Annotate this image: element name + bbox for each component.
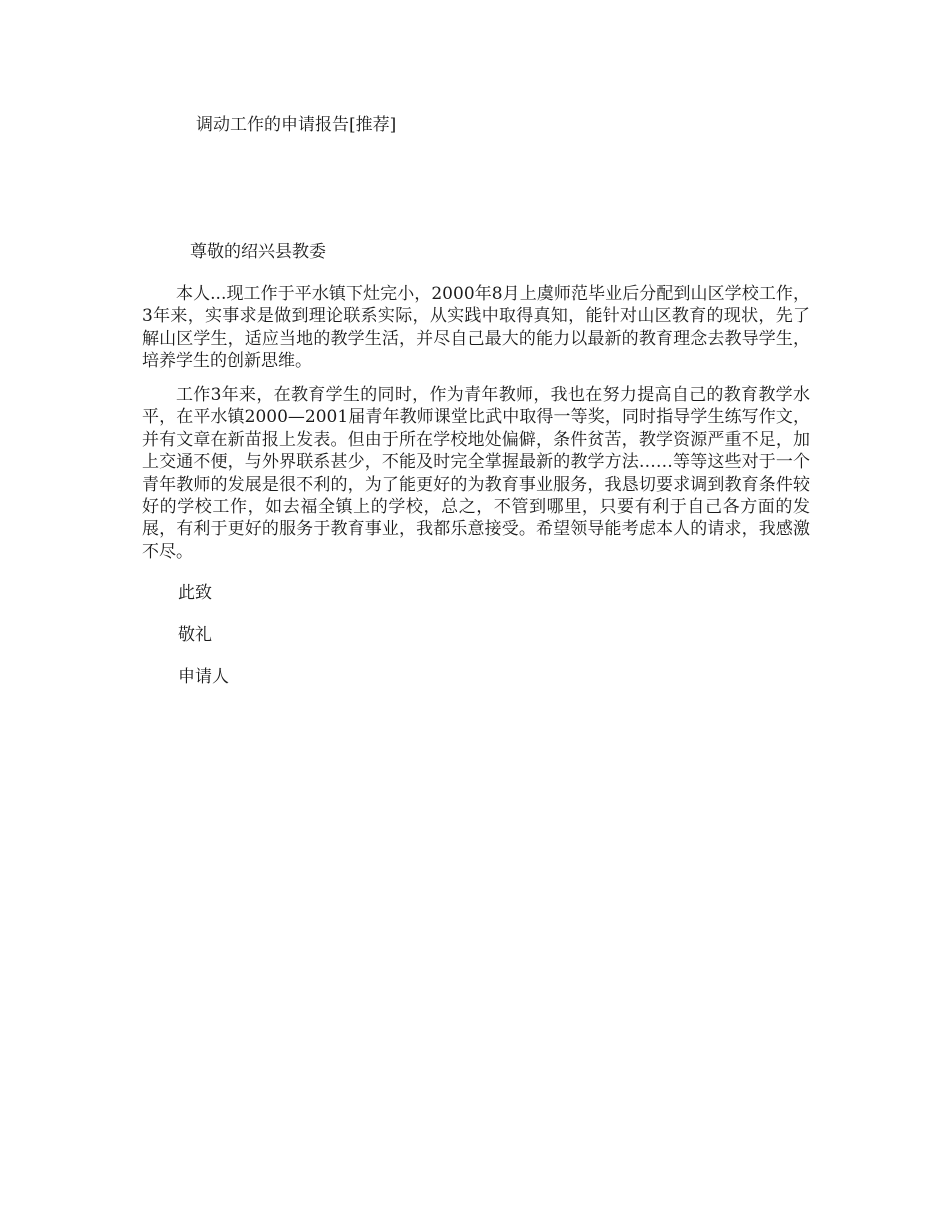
closing-jingli: 敬礼 <box>178 625 212 645</box>
document-title: 调动工作的申请报告[推荐] <box>196 115 397 135</box>
body-paragraph-1: 本人...现工作于平水镇下灶完小，2000年8月上虞师范毕业后分配到山区学校工作，3年来，实事求是做到理论联系实际，从实践中取得真知，能针对山区教育的现状，先了解山区学生，适应当地的教学生活，并尽自己最大的能力以最新的教育理念去教导学生，培养学生的创新思维。 <box>142 284 810 372</box>
closing-cizhi: 此致 <box>178 583 212 603</box>
salutation: 尊敬的绍兴县教委 <box>190 242 326 262</box>
body-paragraph-2: 工作3年来，在教育学生的同时，作为青年教师，我也在努力提高自己的教育教学水平，在平水镇2000—2001届青年教师课堂比武中取得一等奖，同时指导学生练写作文，并有文章在新苗报上发表。但由于所在学校地处偏僻，条件贫苦，教学资源严重不足，加上交通不便，与外界联系甚少，不能及时完全掌握最新的教学方法……等等这些对于一个青年教师的发展是很不利的，为了能更好的为教育事业服务，我恳切要求调到教育条件较好的学校工作，如去福全镇上的学校，总之，不管到哪里，只要有利于自己各方面的发展，有利于更好的服务于教育事业，我都乐意接受。希望领导能考虑本人的请求，我感激不尽。 <box>142 385 810 562</box>
applicant-label: 申请人 <box>178 667 229 687</box>
